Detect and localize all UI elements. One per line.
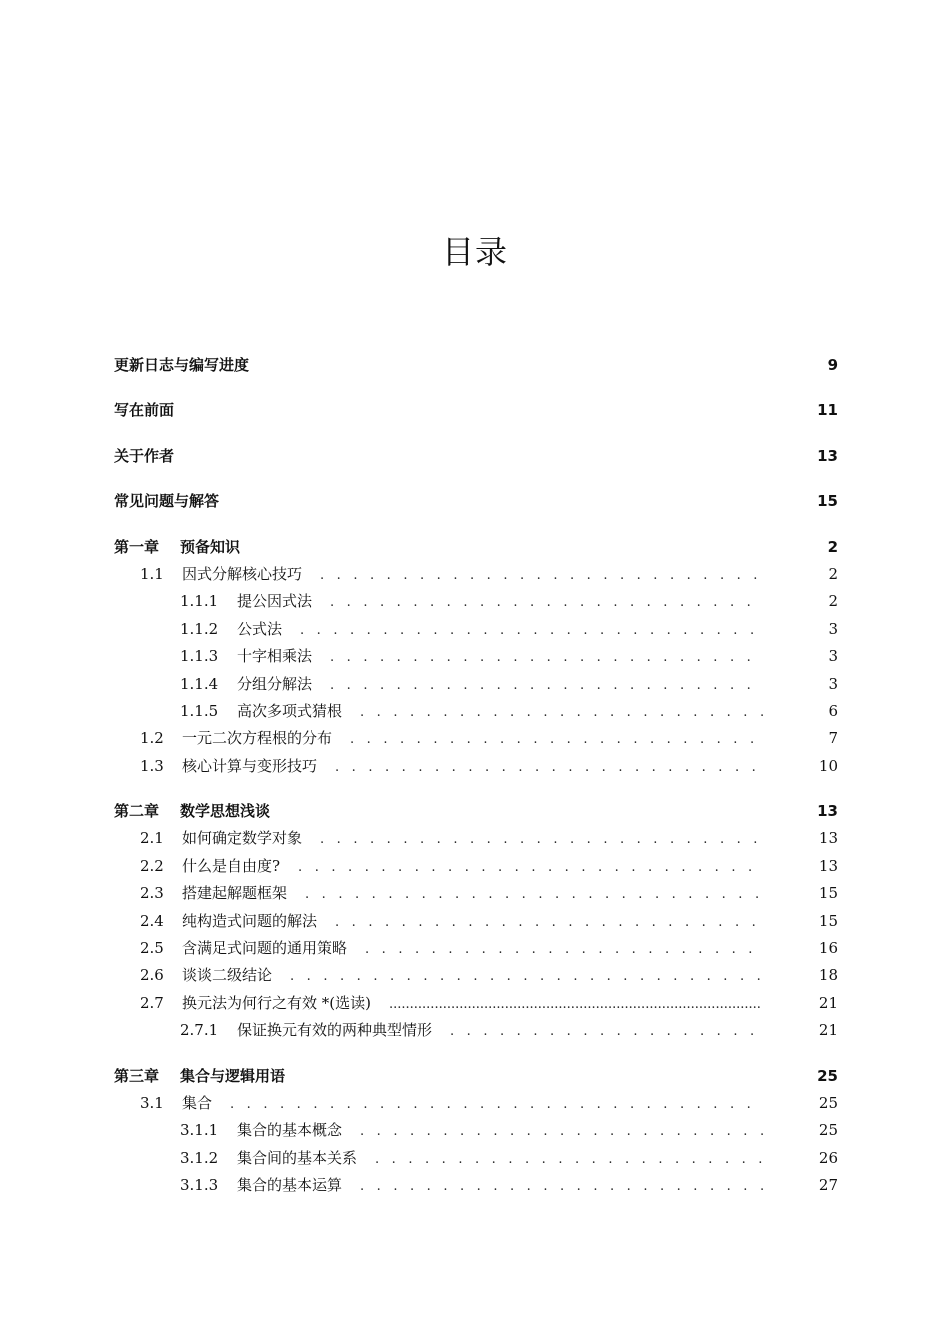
toc-chapter-3[interactable] <box>114 1063 838 1090</box>
toc-page-number: 13 <box>818 829 838 848</box>
subsection-number: 3.1.2 <box>180 1148 219 1167</box>
dot-leader <box>290 963 764 990</box>
dot-leader <box>389 991 760 1018</box>
toc-page-number: 10 <box>818 756 838 775</box>
dot-leader <box>350 726 764 753</box>
toc-section[interactable] <box>114 561 838 588</box>
page-title: 目录 <box>441 233 508 271</box>
toc-section[interactable] <box>114 725 838 752</box>
section-title: 换元法为何行之有效 *(选读) <box>182 993 371 1012</box>
subsection-title: 保证换元有效的两种典型情形 <box>237 1021 433 1040</box>
dot-leader <box>360 699 764 726</box>
toc-subsection[interactable] <box>114 698 838 725</box>
toc-page-number: 6 <box>828 701 838 720</box>
section-title: 因式分解核心技巧 <box>182 564 303 583</box>
toc-page-number: 13 <box>817 802 838 821</box>
toc-entry-faq[interactable] <box>114 488 838 515</box>
subsection-title: 公式法 <box>237 619 283 638</box>
section-title: 一元二次方程根的分布 <box>182 729 333 748</box>
section-title: 谈谈二级结论 <box>182 966 273 985</box>
toc-page-number: 2 <box>828 592 838 611</box>
toc-page-number: 11 <box>817 401 838 420</box>
section-number: 2.1 <box>140 829 164 848</box>
chapter-title: 数学思想浅谈 <box>180 802 271 821</box>
dot-leader <box>375 1146 764 1173</box>
subsection-title: 提公因式法 <box>237 592 313 611</box>
dot-leader <box>230 1091 764 1118</box>
subsection-title: 高次多项式猜根 <box>237 701 343 720</box>
toc-entry-text: 常见问题与解答 <box>114 492 220 511</box>
toc-page-number: 26 <box>818 1148 838 1167</box>
toc-entry-text: 更新日志与编写进度 <box>114 356 250 374</box>
table-of-contents <box>114 348 838 1200</box>
subsection-number: 1.1.1 <box>180 592 219 611</box>
section-number: 2.6 <box>140 966 164 985</box>
toc-chapter-2[interactable] <box>114 798 838 825</box>
toc-page-number: 13 <box>818 856 838 875</box>
dot-leader <box>335 754 764 781</box>
toc-entry-text: 写在前面 <box>114 401 175 420</box>
toc-page-number: 9 <box>827 356 838 374</box>
toc-section[interactable] <box>114 990 838 1017</box>
section-title: 核心计算与变形技巧 <box>182 756 318 775</box>
toc-page-number: 15 <box>818 911 838 930</box>
toc-page-number: 3 <box>828 619 838 638</box>
toc-subsection[interactable] <box>114 1017 838 1044</box>
section-number: 1.2 <box>140 729 164 748</box>
subsection-title: 集合的基本概念 <box>237 1121 343 1140</box>
section-title: 如何确定数学对象 <box>182 829 303 848</box>
subsection-number: 1.1.5 <box>180 701 219 720</box>
toc-page-number: 25 <box>818 1093 838 1112</box>
section-number: 1.3 <box>140 756 164 775</box>
section-number: 2.2 <box>140 856 164 875</box>
section-title: 什么是自由度? <box>182 856 281 875</box>
section-title: 含满足式问题的通用策略 <box>182 939 348 958</box>
subsection-number: 1.1.3 <box>180 647 219 666</box>
toc-page-number: 21 <box>818 993 838 1012</box>
subsection-title: 十字相乘法 <box>237 647 313 666</box>
section-title: 搭建起解题框架 <box>182 884 288 903</box>
section-number: 2.5 <box>140 939 164 958</box>
section-number: 2.3 <box>140 884 164 903</box>
toc-entry-preface[interactable] <box>114 397 838 424</box>
toc-page-number: 27 <box>818 1176 838 1195</box>
toc-page-number: 18 <box>818 966 838 985</box>
section-number: 3.1 <box>140 1093 164 1112</box>
toc-page-number: 21 <box>818 1021 838 1040</box>
subsection-title: 集合间的基本关系 <box>237 1148 358 1167</box>
subsection-number: 3.1.1 <box>180 1121 219 1140</box>
toc-entry-about-author[interactable] <box>114 443 838 470</box>
dot-leader <box>298 854 764 881</box>
toc-section[interactable] <box>114 853 838 880</box>
dot-leader <box>330 644 764 671</box>
toc-subsection[interactable] <box>114 588 838 615</box>
toc-page-number: 25 <box>817 1066 838 1085</box>
toc-page-number: 15 <box>817 492 838 511</box>
toc-page-number: 15 <box>818 884 838 903</box>
chapter-title: 集合与逻辑用语 <box>180 1066 286 1085</box>
subsection-title: 集合的基本运算 <box>237 1176 343 1195</box>
dot-leader <box>360 1173 764 1200</box>
toc-section[interactable] <box>114 908 838 935</box>
chapter-title: 预备知识 <box>180 537 241 556</box>
toc-section[interactable] <box>114 1090 838 1117</box>
toc-section[interactable] <box>114 935 838 962</box>
toc-page-number: 2 <box>827 537 838 556</box>
subsection-number: 1.1.2 <box>180 619 219 638</box>
dot-leader <box>330 589 764 616</box>
dot-leader <box>360 1118 764 1145</box>
toc-entry-changelog[interactable] <box>114 352 838 379</box>
dot-leader <box>330 672 764 699</box>
toc-page-number: 13 <box>817 446 838 465</box>
dot-leader <box>300 617 764 644</box>
toc-page-number: 2 <box>828 564 838 583</box>
toc-entry-text: 关于作者 <box>114 446 175 465</box>
toc-section[interactable] <box>114 880 838 907</box>
toc-subsection[interactable] <box>114 671 838 698</box>
toc-section[interactable] <box>114 825 838 852</box>
section-number: 1.1 <box>140 564 164 583</box>
dot-leader <box>305 881 764 908</box>
section-number: 2.4 <box>140 911 164 930</box>
chapter-number: 第一章 <box>114 537 160 556</box>
subsection-number: 2.7.1 <box>180 1021 219 1040</box>
toc-page-number: 3 <box>828 674 838 693</box>
toc-subsection[interactable] <box>114 1145 838 1172</box>
subsection-number: 3.1.3 <box>180 1176 219 1195</box>
subsection-title: 分组分解法 <box>237 674 313 693</box>
toc-page-number: 3 <box>828 647 838 666</box>
dot-leader <box>450 1018 764 1045</box>
toc-page-number: 25 <box>818 1121 838 1140</box>
section-title: 集合 <box>182 1093 213 1112</box>
dot-leader <box>335 909 764 936</box>
dot-leader <box>320 826 764 853</box>
chapter-number: 第三章 <box>114 1066 160 1085</box>
dot-leader <box>365 936 764 963</box>
toc-section[interactable] <box>114 962 838 989</box>
toc-chapter-1[interactable] <box>114 534 838 561</box>
toc-subsection[interactable] <box>114 616 838 643</box>
subsection-number: 1.1.4 <box>180 674 219 693</box>
section-number: 2.7 <box>140 993 164 1012</box>
chapter-number: 第二章 <box>114 802 160 821</box>
toc-subsection[interactable] <box>114 1117 838 1144</box>
dot-leader <box>320 562 764 589</box>
toc-section[interactable] <box>114 753 838 780</box>
toc-page-number: 7 <box>828 729 838 748</box>
toc-subsection[interactable] <box>114 643 838 670</box>
toc-subsection[interactable] <box>114 1172 838 1199</box>
section-title: 纯构造式问题的解法 <box>182 911 318 930</box>
toc-page-number: 16 <box>818 939 838 958</box>
